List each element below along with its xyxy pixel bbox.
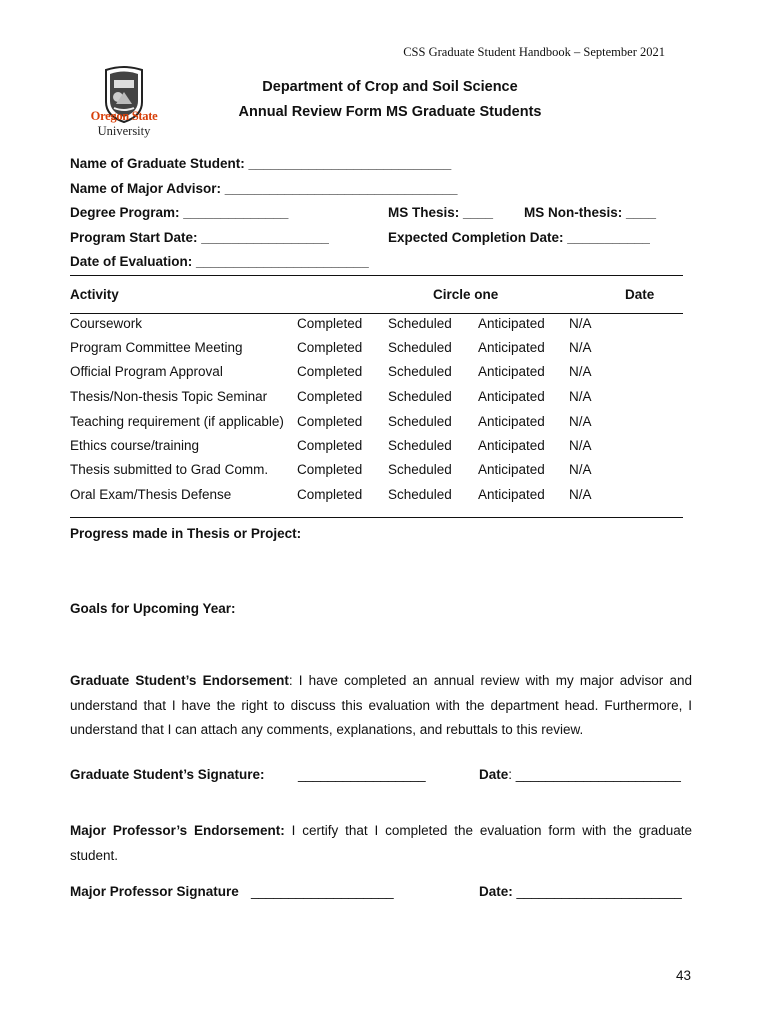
professor-signature-label: Major Professor Signature: [70, 884, 239, 899]
option-na[interactable]: N/A: [569, 364, 592, 379]
activity-label: Teaching requirement (if applicable): [70, 414, 284, 429]
option-scheduled[interactable]: Scheduled: [388, 340, 452, 355]
professor-endorsement: [70, 819, 692, 868]
professor-endorsement-label: Major Professor’s Endorsement:: [70, 823, 285, 838]
divider: [70, 275, 683, 276]
activity-label: Ethics course/training: [70, 438, 200, 453]
option-completed[interactable]: Completed: [297, 340, 363, 355]
option-scheduled[interactable]: Scheduled: [388, 364, 452, 379]
logo-line-2: University: [97, 124, 151, 138]
option-scheduled[interactable]: Scheduled: [388, 438, 452, 453]
table-row: [70, 487, 670, 507]
activity-label: Oral Exam/Thesis Defense: [70, 487, 232, 502]
option-completed[interactable]: Completed: [297, 487, 363, 502]
degree-program-field[interactable]: Degree Program: ______________: [70, 205, 289, 220]
table-row: [70, 316, 670, 336]
student-signature-line[interactable]: _________________: [298, 767, 426, 782]
department-title: Department of Crop and Soil Science: [262, 79, 518, 95]
professor-signature-line[interactable]: ___________________: [251, 884, 394, 899]
option-na[interactable]: N/A: [569, 389, 592, 404]
option-na[interactable]: N/A: [569, 487, 592, 502]
option-scheduled[interactable]: Scheduled: [388, 414, 452, 429]
student-endorsement-text: : I have completed an annual review with my major advisor and understand that I have the right to discuss this evaluation with the department head. Furthermore, I understand that I can attach any comments, explanations, and rebuttals to this review.: [70, 673, 692, 737]
option-anticipated[interactable]: Anticipated: [478, 389, 545, 404]
circle-column-header: Circle one: [433, 287, 499, 302]
option-completed[interactable]: Completed: [297, 462, 363, 477]
divider: [70, 517, 683, 518]
completion-date-field[interactable]: Expected Completion Date: ___________: [388, 230, 650, 245]
option-completed[interactable]: Completed: [297, 438, 363, 453]
ms-nonthesis-field[interactable]: MS Non-thesis: ____: [524, 205, 657, 220]
activity-label: Coursework: [70, 316, 143, 331]
advisor-name-field[interactable]: Name of Major Advisor: _______________________________: [70, 181, 458, 196]
table-row: [70, 340, 670, 360]
date-column-header: Date: [625, 287, 655, 302]
option-completed[interactable]: Completed: [297, 389, 363, 404]
student-name-field[interactable]: Name of Graduate Student: ___________________________: [70, 156, 452, 171]
student-date-label: Date: [479, 767, 509, 782]
form-title: Annual Review Form MS Graduate Students: [238, 104, 542, 120]
professor-date-label: Date:: [479, 884, 513, 899]
ms-thesis-field[interactable]: MS Thesis: ____: [388, 205, 494, 220]
table-row: [70, 364, 670, 384]
table-row: [70, 389, 670, 409]
evaluation-date-field[interactable]: Date of Evaluation: _______________________: [70, 254, 369, 269]
option-na[interactable]: N/A: [569, 438, 592, 453]
option-anticipated[interactable]: Anticipated: [478, 462, 545, 477]
osu-logo: [84, 64, 164, 142]
start-date-field[interactable]: Program Start Date: _________________: [70, 230, 329, 245]
option-anticipated[interactable]: Anticipated: [478, 487, 545, 502]
activity-column-header: Activity: [70, 287, 119, 302]
student-endorsement: [70, 669, 692, 743]
activity-label: Thesis submitted to Grad Comm.: [70, 462, 269, 477]
option-completed[interactable]: Completed: [297, 364, 363, 379]
activity-label: Official Program Approval: [70, 364, 223, 379]
page-number: 43: [675, 968, 691, 983]
option-anticipated[interactable]: Anticipated: [478, 316, 545, 331]
activity-label: Thesis/Non-thesis Topic Seminar: [70, 389, 268, 404]
professor-endorsement-text: I certify that I completed the evaluation form with the graduate student.: [70, 823, 692, 863]
option-scheduled[interactable]: Scheduled: [388, 316, 452, 331]
option-scheduled[interactable]: Scheduled: [388, 462, 452, 477]
logo-line-1: Oregon State: [90, 109, 158, 123]
running-header: CSS Graduate Student Handbook – September 2021: [403, 45, 665, 59]
option-anticipated[interactable]: Anticipated: [478, 340, 545, 355]
student-date-line: : ______________________: [508, 767, 681, 782]
table-row: [70, 414, 670, 434]
option-na[interactable]: N/A: [569, 414, 592, 429]
option-scheduled[interactable]: Scheduled: [388, 389, 452, 404]
table-row: [70, 462, 670, 482]
goals-heading: Goals for Upcoming Year:: [70, 601, 236, 616]
divider: [70, 313, 683, 314]
option-na[interactable]: N/A: [569, 462, 592, 477]
professor-date-line: ______________________: [516, 884, 682, 899]
student-signature-label: Graduate Student’s Signature:: [70, 767, 265, 782]
option-anticipated[interactable]: Anticipated: [478, 364, 545, 379]
student-date-field[interactable]: [479, 767, 681, 782]
professor-date-field[interactable]: [479, 884, 682, 899]
option-na[interactable]: N/A: [569, 340, 592, 355]
option-completed[interactable]: Completed: [297, 316, 363, 331]
student-endorsement-label: Graduate Student’s Endorsement: [70, 673, 289, 688]
table-row: [70, 438, 670, 458]
option-anticipated[interactable]: Anticipated: [478, 438, 545, 453]
activity-label: Program Committee Meeting: [70, 340, 243, 355]
progress-heading: Progress made in Thesis or Project:: [70, 526, 302, 541]
option-na[interactable]: N/A: [569, 316, 592, 331]
option-completed[interactable]: Completed: [297, 414, 363, 429]
option-scheduled[interactable]: Scheduled: [388, 487, 452, 502]
option-anticipated[interactable]: Anticipated: [478, 414, 545, 429]
